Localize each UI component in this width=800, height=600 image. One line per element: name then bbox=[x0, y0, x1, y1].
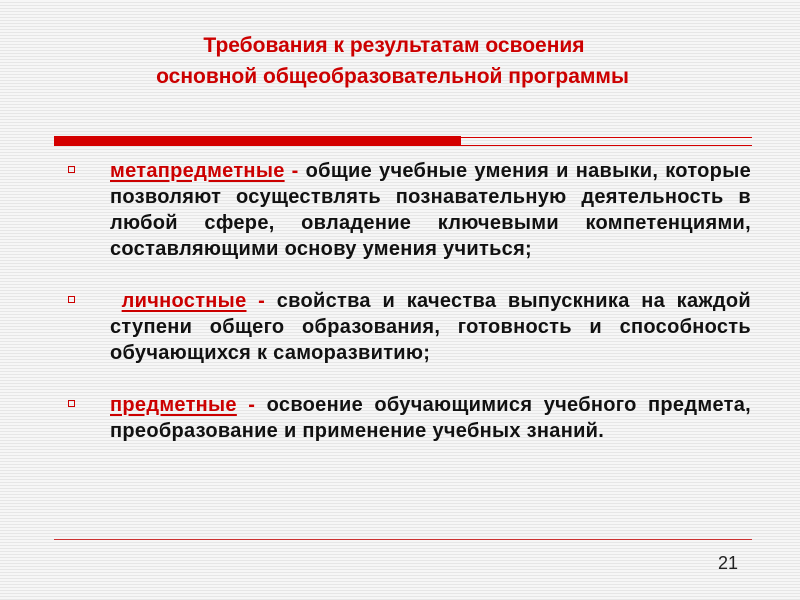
term-dash: - bbox=[246, 290, 277, 312]
list-item-text bbox=[110, 392, 751, 444]
square-bullet-icon bbox=[68, 296, 75, 303]
list-item-metapredmetnye bbox=[68, 158, 751, 262]
divider-thin-line-lower bbox=[461, 145, 752, 146]
list-item-text bbox=[110, 158, 751, 262]
term-description: свойства и качества выпускника на каждой ступени общего образования, готовность и способность обучающихся к саморазвитию; bbox=[110, 290, 752, 364]
term-label: личностные bbox=[121, 290, 247, 312]
list-item-predmetnye bbox=[68, 392, 751, 444]
requirements-list bbox=[68, 158, 751, 470]
title-divider bbox=[54, 136, 752, 146]
footer-divider bbox=[54, 539, 752, 540]
square-bullet-icon bbox=[68, 166, 75, 173]
term-dash: - bbox=[236, 394, 267, 416]
slide-title-line-2: основной общеобразовательной программы bbox=[156, 65, 629, 88]
divider-thick-bar bbox=[54, 136, 461, 146]
slide-title-line-1: Требования к результатам освоения bbox=[203, 34, 585, 57]
term-label: предметные bbox=[110, 394, 237, 416]
term-dash: - bbox=[284, 160, 306, 182]
page-number: 21 bbox=[717, 553, 738, 573]
term-description: общие учебные умения и навыки, которые позволяют осуществлять познавательную деятельность в любой сфере, овладение ключевыми компетенциями, составляющими основу умения учиться; bbox=[110, 160, 751, 260]
list-item-text bbox=[110, 288, 751, 366]
slide-title bbox=[0, 30, 800, 92]
term-label: метапредметные bbox=[110, 160, 285, 182]
square-bullet-icon bbox=[68, 400, 75, 407]
list-item-lichnostnye bbox=[68, 288, 751, 366]
term-description: освоение обучающимися учебного предмета, преобразование и применение учебных знаний. bbox=[110, 394, 751, 442]
